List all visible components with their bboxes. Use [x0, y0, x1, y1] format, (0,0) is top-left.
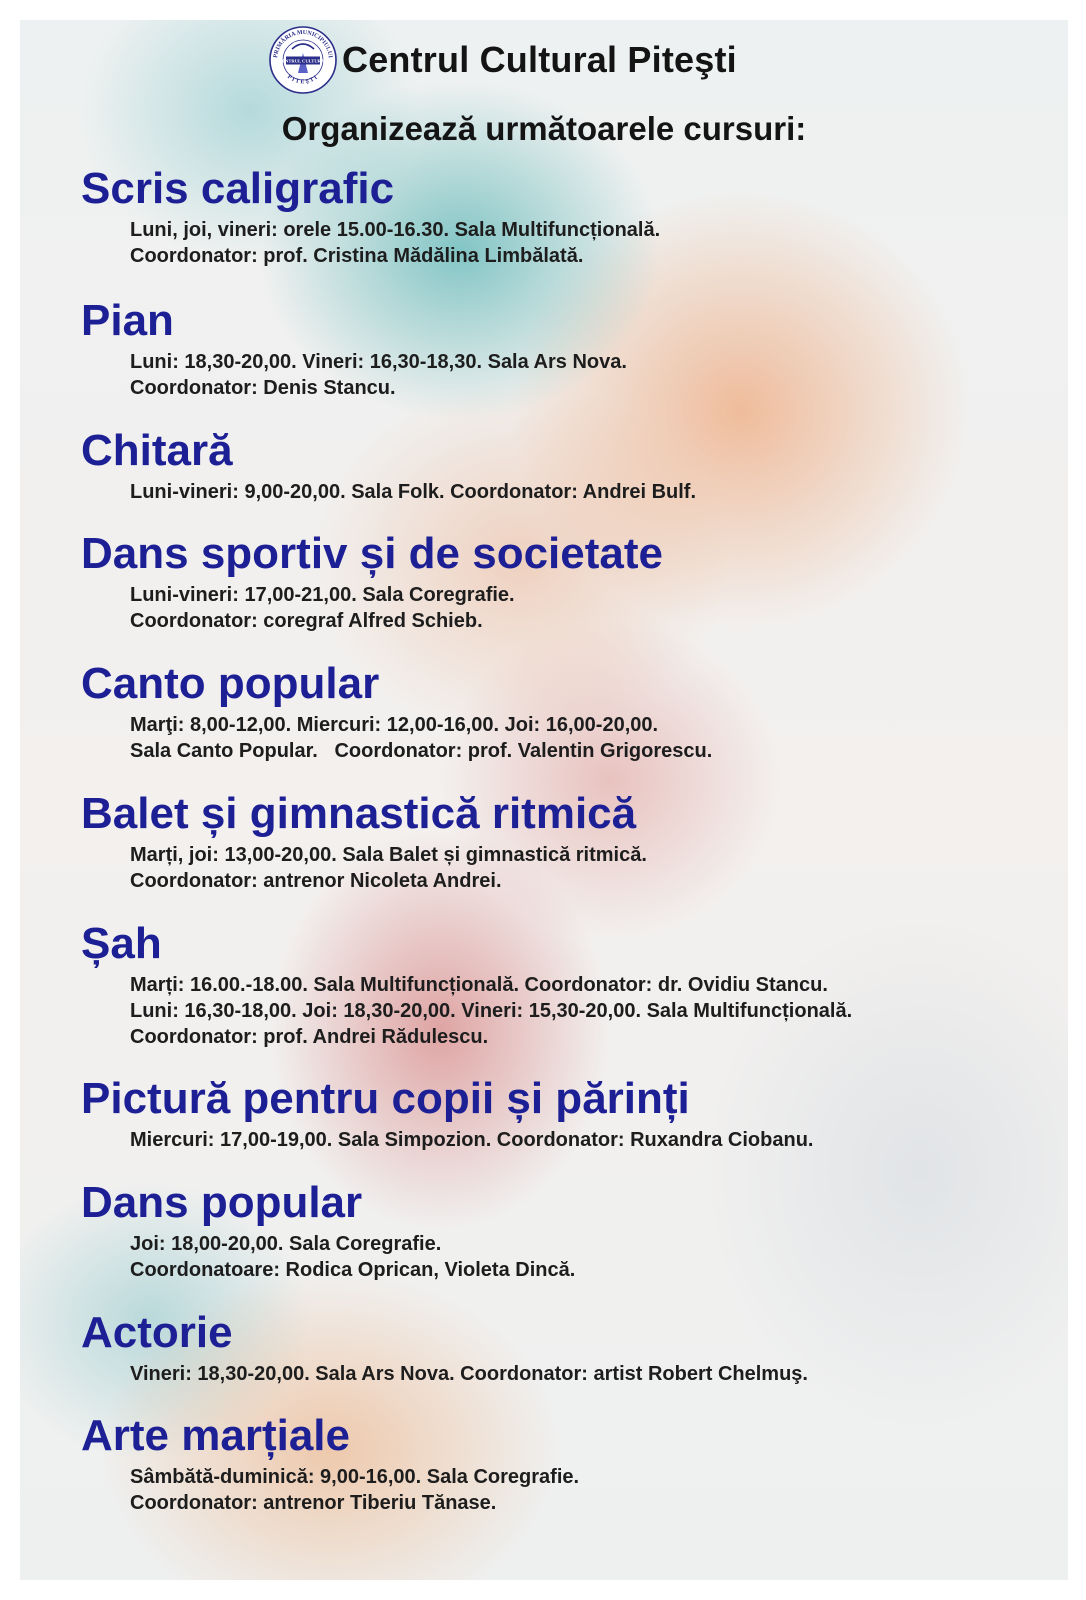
course-block — [81, 163, 660, 269]
course-detail-line: Luni-vineri: 9,00-20,00. Sala Folk. Coordonator: Andrei Bulf. — [130, 481, 697, 503]
course-detail-line: Miercuri: 17,00-19,00. Sala Simpozion. Coordonator: Ruxandra Ciobanu. — [130, 1129, 814, 1151]
course-block — [81, 1307, 808, 1387]
course-details — [130, 349, 627, 401]
course-detail-line: Joi: 18,00-20,00. Sala Coregrafie. — [130, 1233, 442, 1255]
course-detail-line: Luni, joi, vineri: orele 15.00-16.30. Sala Multifuncțională. — [130, 219, 661, 241]
logo-bottom-text: PITEŞTI — [286, 74, 320, 86]
course-block — [81, 1410, 579, 1516]
course-block — [81, 658, 712, 764]
course-details — [130, 842, 647, 894]
course-block — [81, 528, 663, 634]
course-detail-line: Coordonator: coregraf Alfred Schieb. — [130, 610, 483, 632]
poster — [20, 20, 1068, 1580]
course-title: Chitară — [81, 426, 233, 475]
header — [268, 22, 737, 98]
course-detail-line: Coordonator: antrenor Nicoleta Andrei. — [130, 870, 502, 892]
course-block — [81, 1073, 813, 1153]
course-block — [81, 1177, 575, 1283]
course-title: Șah — [81, 919, 162, 968]
course-detail-line: Coordonator: antrenor Tiberiu Tănase. — [130, 1492, 497, 1514]
course-detail-line: Marţi: 8,00-12,00. Miercuri: 12,00-16,00. Joi: 16,00-20,00. — [130, 714, 659, 736]
course-detail-line: Coordonatoare: Rodica Oprican, Violeta Dincă. — [130, 1259, 576, 1281]
course-detail-line: Luni: 16,30-18,00. Joi: 18,30-20,00. Vineri: 15,30-20,00. Sala Multifuncțională. — [130, 1000, 853, 1022]
course-details — [130, 479, 696, 505]
course-details — [130, 582, 663, 634]
organization-title: Centrul Cultural Piteşti — [342, 39, 737, 80]
course-block — [81, 425, 696, 505]
course-title: Arte marțiale — [81, 1411, 351, 1460]
course-details — [130, 972, 852, 1050]
course-title: Canto popular — [81, 659, 380, 708]
course-detail-line: Sala Canto Popular. Coordonator: prof. Valentin Grigorescu. — [130, 740, 713, 762]
course-detail-line: Marți, joi: 13,00-20,00. Sala Balet și gimnastică ritmică. — [130, 844, 647, 866]
course-block — [81, 295, 627, 401]
course-title: Dans sportiv și de societate — [81, 529, 663, 578]
course-details — [130, 217, 660, 269]
course-details — [130, 712, 712, 764]
centrul-cultural-logo — [268, 25, 338, 95]
course-title: Dans popular — [81, 1178, 363, 1227]
course-detail-line: Luni: 18,30-20,00. Vineri: 16,30-18,30. Sala Ars Nova. — [130, 351, 627, 373]
course-details — [130, 1231, 575, 1283]
course-title: Actorie — [81, 1308, 233, 1357]
course-title: Pictură pentru copii și părinți — [81, 1074, 690, 1123]
course-detail-line: Marți: 16.00.-18.00. Sala Multifuncțională. Coordonator: dr. Ovidiu Stancu. — [130, 974, 828, 996]
course-title: Pian — [81, 296, 174, 345]
course-title: Balet și gimnastică ritmică — [81, 789, 637, 838]
course-details — [130, 1464, 579, 1516]
subtitle: Organizează următoarele cursuri: — [281, 110, 807, 147]
course-title: Scris caligrafic — [81, 164, 395, 213]
logo-top-text: PRIMĂRIA MUNICIPIULUI — [273, 29, 333, 59]
course-detail-line: Luni-vineri: 17,00-21,00. Sala Coregrafie. — [130, 584, 515, 606]
course-detail-line: Coordonator: Denis Stancu. — [130, 377, 396, 399]
course-block — [81, 788, 647, 894]
course-details — [130, 1361, 808, 1387]
logo-center-text: CENTRUL CULTURAL — [278, 58, 328, 64]
course-detail-line: Sâmbătă-duminică: 9,00-16,00. Sala Coregrafie. — [130, 1466, 580, 1488]
course-block — [81, 918, 852, 1050]
course-detail-line: Coordonator: prof. Andrei Rădulescu. — [130, 1026, 489, 1048]
course-details — [130, 1127, 813, 1153]
course-detail-line: Coordonator: prof. Cristina Mădălina Limbălată. — [130, 245, 584, 267]
course-detail-line: Vineri: 18,30-20,00. Sala Ars Nova. Coordonator: artist Robert Chelmuş. — [130, 1363, 808, 1385]
